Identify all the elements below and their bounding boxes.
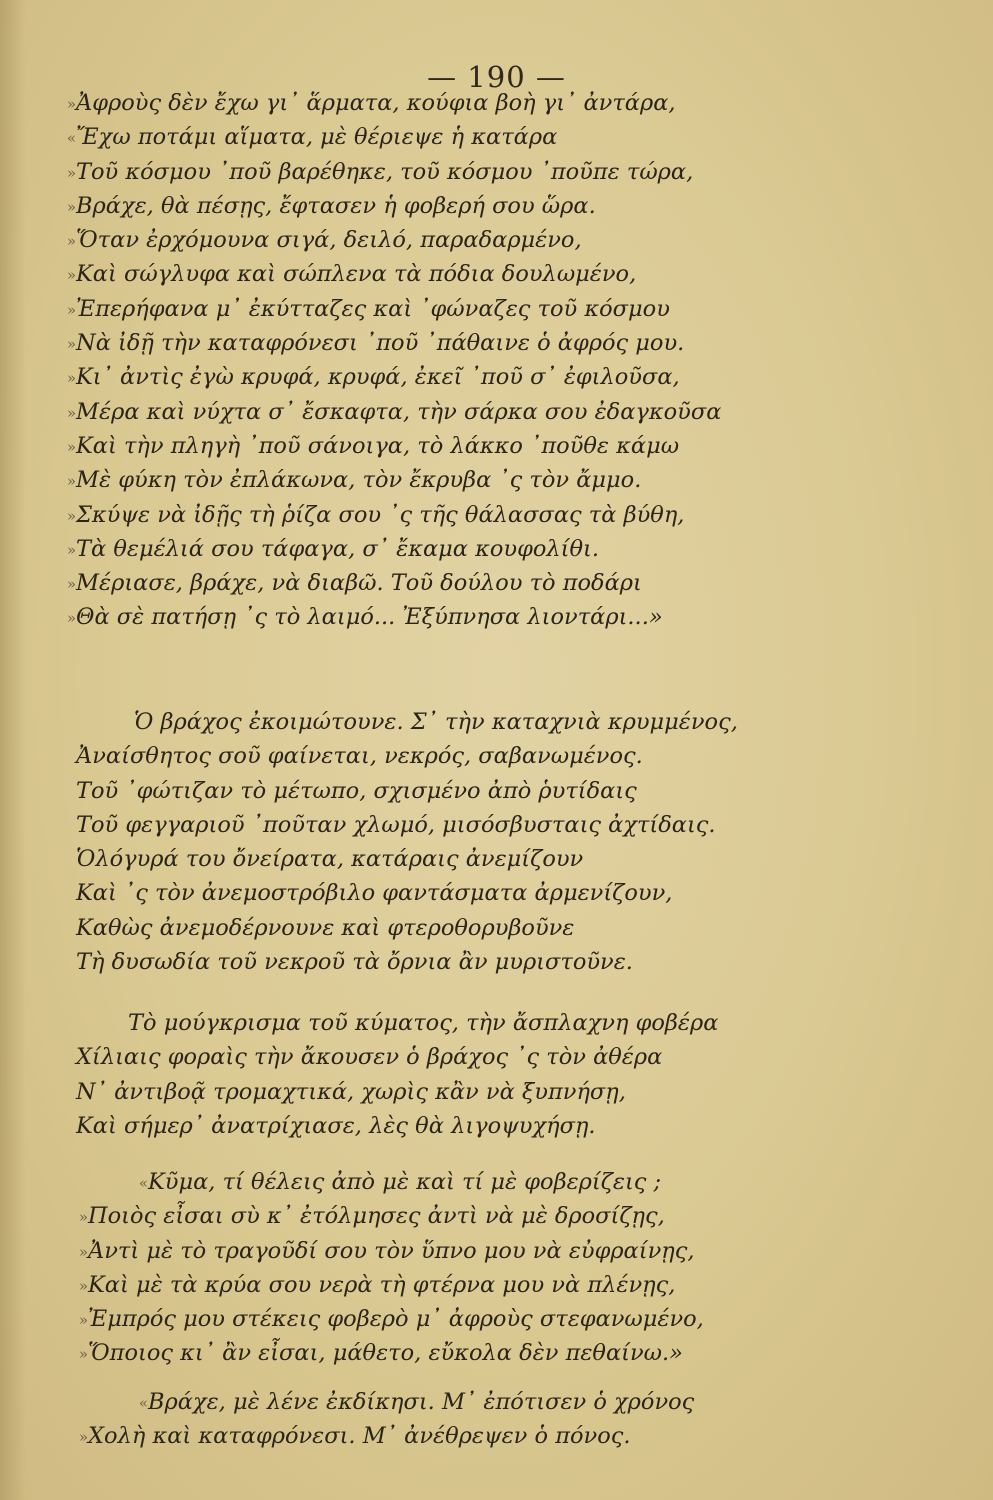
verse-line <box>76 1040 976 1074</box>
stanza-2 <box>58 705 976 979</box>
page-edge-shadow <box>0 0 26 1500</box>
verse-text: Τὰ θεμέλιά σου τάφαγα, σ᾽ ἔκαμα κουφολίθι. <box>76 535 600 562</box>
verse-text: Ν᾽ ἀντιβοᾷ τρομαχτικά, χωρὶς κἂν νὰ ξυπνήσῃ, <box>76 1078 626 1105</box>
verse-line <box>58 86 958 120</box>
verse-text: Τοῦ ᾽φώτιζαν τὸ μέτωπο, σχισμένο ἀπὸ ῥυτίδαις <box>76 777 637 804</box>
verse-line <box>76 1109 976 1143</box>
verse-text: Μὲ φύκη τὸν ἐπλάκωνα, τὸν ἔκρυβα ᾽ς τὸν ἄμμο. <box>76 467 642 494</box>
quote-mark: » <box>66 95 76 113</box>
verse-line <box>76 739 976 773</box>
quote-mark: » <box>66 609 76 628</box>
verse-line <box>58 155 958 189</box>
verse-line <box>76 1075 976 1109</box>
verse-text: Τὸ μούγκρισμα τοῦ κύματος, τὴν ἄσπλαχνη φοβέρα <box>128 1010 719 1036</box>
verse-line <box>76 911 976 945</box>
quote-mark: » <box>66 472 76 491</box>
verse-line <box>58 395 958 429</box>
quote-mark: » <box>66 437 76 456</box>
verse-text: Ἀντὶ μὲ τὸ τραγοῦδί σου τὸν ὕπνο μου νὰ εὐφραίνῃς, <box>88 1237 695 1264</box>
verse-line <box>58 1234 958 1268</box>
verse-text: Ὅποιος κι᾽ ἂν εἶσαι, μάθετο, εὔκολα δὲν πεθαίνω.» <box>88 1340 683 1367</box>
quote-mark: » <box>66 197 76 216</box>
verse-text: Βράχε, θὰ πέσῃς, ἔφτασεν ἡ φοβερή σου ὥρα. <box>76 192 596 219</box>
page-number: — 190 — <box>427 60 566 94</box>
verse-text: Καὶ σήμερ᾽ ἀνατρίχιασε, λὲς θὰ λιγοψυχήσῃ. <box>76 1112 596 1139</box>
verse-line <box>76 774 976 808</box>
verse-text: Τὴ δυσωδία τοῦ νεκροῦ τὰ ὄρνια ἂν μυριστοῦνε. <box>76 949 633 976</box>
verse-text: Ἐπερήφανα μ᾽ ἐκύτταζες καὶ ᾽φώναζες τοῦ κόσμου <box>76 295 670 322</box>
verse-line <box>58 1385 958 1419</box>
verse-line <box>58 189 958 223</box>
verse-line <box>76 808 976 842</box>
quote-mark: » <box>66 335 76 354</box>
stanza-1 <box>58 86 958 635</box>
verse-line <box>58 429 958 463</box>
verse-text: Ἀφροὺς δὲν ἔχω γι᾽ ἅρματα, κούφια βοὴ γι᾽ ἀντάρα, <box>76 90 676 116</box>
verse-text: Μέρα καὶ νύχτα σ᾽ ἔσκαφτα, τὴν σάρκα σου ἐδαγκοῦσα <box>76 398 722 425</box>
verse-text: Μέριασε, βράχε, νὰ διαβῶ. Τοῦ δούλου τὸ ποδάρι <box>76 570 642 597</box>
verse-line <box>76 945 976 979</box>
quote-mark: » <box>66 163 76 182</box>
quote-mark: « <box>138 1174 148 1192</box>
quote-mark: » <box>66 540 76 559</box>
quote-mark: » <box>66 300 76 319</box>
verse-line <box>58 257 958 291</box>
verse-line <box>58 1199 958 1233</box>
verse-text: Καὶ ᾽ς τὸν ἀνεμοστρόβιλο φαντάσματα ἀρμενίζουν, <box>76 880 673 907</box>
verse-text: Χίλιαις φοραὶς τὴν ἄκουσεν ὁ βράχος ᾽ς τὸν ἀθέρα <box>76 1044 663 1071</box>
verse-line <box>58 1302 958 1336</box>
quote-mark: » <box>78 1428 88 1447</box>
verse-line <box>58 223 958 257</box>
stanza-3 <box>58 1006 976 1143</box>
verse-text: Καὶ σώγλυφα καὶ σώπλενα τὰ πόδια δουλωμένο, <box>76 261 637 288</box>
quote-mark: » <box>78 1345 88 1364</box>
verse-text: Ἔχω ποτάμι αἵματα, μὲ θέριεψε ἡ κατάρα <box>76 124 558 151</box>
verse-line <box>58 600 958 634</box>
verse-line <box>76 876 976 910</box>
verse-text: Ποιὸς εἶσαι σὺ κ᾽ ἐτόλμησες ἀντὶ νὰ μὲ δροσίζῃς, <box>88 1203 665 1230</box>
quote-mark: » <box>78 1242 88 1261</box>
verse-text: Χολὴ καὶ καταφρόνεσι. Μ᾽ ἀνέθρεψεν ὁ πόνος. <box>88 1423 631 1450</box>
verse-line <box>76 1006 976 1040</box>
verse-text: Βράχε, μὲ λένε ἐκδίκησι. Μ᾽ ἐπότισεν ὁ χρόνος <box>148 1389 695 1415</box>
quote-mark: » <box>66 575 76 594</box>
verse-text: Ὅταν ἐρχόμουνα σιγά, δειλό, παραδαρμένο, <box>76 227 582 254</box>
verse-line <box>58 463 958 497</box>
verse-text: Νὰ ἰδῇ τὴν καταφρόνεσι ᾽ποῦ ᾽πάθαινε ὁ ἀφρός μου. <box>76 330 685 357</box>
verse-text: Καὶ μὲ τὰ κρύα σου νερὰ τὴ φτέρνα μου νὰ πλένῃς, <box>88 1271 676 1298</box>
verse-text: Καθὼς ἀνεμοδέρνουνε καὶ φτεροθορυβοῦνε <box>76 914 575 941</box>
verse-line <box>58 326 958 360</box>
verse-line <box>58 1268 958 1302</box>
quote-mark: » <box>78 1311 88 1330</box>
verse-line <box>58 532 958 566</box>
verse-text: Σκύψε νὰ ἰδῇς τὴ ῥίζα σου ᾽ς τῆς θάλασσας τὰ βύθη, <box>76 501 685 528</box>
verse-text: Κῦμα, τί θέλεις ἀπὸ μὲ καὶ τί μὲ φοβερίζεις ; <box>148 1169 662 1195</box>
verse-line <box>58 1419 958 1453</box>
quote-mark: » <box>66 232 76 251</box>
stanza-4 <box>58 1165 958 1371</box>
verse-line <box>58 1165 958 1199</box>
quote-mark: » <box>78 1276 88 1295</box>
verse-text: Ἐμπρός μου στέκεις φοβερὸ μ᾽ ἀφροὺς στεφανωμένο, <box>88 1306 704 1333</box>
verse-line <box>58 498 958 532</box>
verse-text: Ὁλόγυρά του ὄνείρατα, κατάραις ἀνεμίζουν <box>76 846 584 873</box>
quote-mark: » <box>66 506 76 525</box>
verse-text: Καὶ τὴν πληγὴ ᾽ποῦ σάνοιγα, τὸ λάκκο ᾽ποῦθε κάμω <box>76 432 680 459</box>
verse-line <box>76 842 976 876</box>
verse-text: Τοῦ φεγγαριοῦ ᾽ποῦταν χλωμό, μισόσβυσταις ἀχτίδαις. <box>76 811 716 838</box>
verse-text: Τοῦ κόσμου ᾽ποῦ βαρέθηκε, τοῦ κόσμου ᾽ποῦπε τώρα, <box>76 158 694 185</box>
verse-text: Θὰ σὲ πατήσῃ ᾽ς τὸ λαιμό... Ἐξύπνησα λιοντάρι...» <box>76 604 663 631</box>
stanza-5 <box>58 1385 958 1454</box>
verse-line <box>58 360 958 394</box>
quote-mark: » <box>66 369 76 388</box>
quote-mark: » <box>78 1208 88 1227</box>
verse-line <box>58 120 958 154</box>
verse-line <box>58 566 958 600</box>
quote-mark: « <box>66 129 76 148</box>
verse-text: Κι᾽ ἀντὶς ἐγὼ κρυφά, κρυφά, ἐκεῖ ᾽ποῦ σ᾽ ἐφιλοῦσα, <box>76 364 680 391</box>
verse-line <box>58 292 958 326</box>
verse-line <box>76 705 976 739</box>
quote-mark: » <box>66 403 76 422</box>
verse-text: Ὁ βράχος ἐκοιμώτουνε. Σ᾽ τὴν καταχνιὰ κρυμμένος, <box>134 709 738 735</box>
verse-line <box>58 1336 958 1370</box>
verse-text: Ἀναίσθητος σοῦ φαίνεται, νεκρός, σαβανωμένος. <box>76 743 643 770</box>
quote-mark: « <box>138 1394 148 1412</box>
quote-mark: » <box>66 266 76 285</box>
